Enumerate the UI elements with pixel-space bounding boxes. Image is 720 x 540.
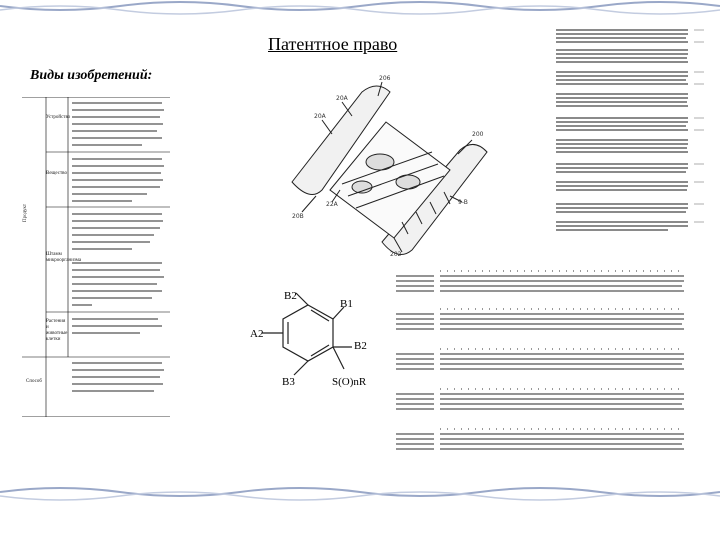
svg-text:202: 202	[390, 251, 402, 258]
svg-text:20B: 20B	[292, 213, 304, 220]
svg-text:22A: 22A	[326, 201, 338, 208]
formula-label-b2-right: B2	[354, 340, 367, 352]
slide-subtitle: Виды изобретений:	[30, 68, 153, 83]
svg-text:200: 200	[472, 131, 484, 138]
inventions-table	[22, 97, 170, 417]
svg-text:20A: 20A	[314, 113, 326, 120]
svg-text:206: 206	[379, 75, 391, 82]
formula-label-sonr: S(O)nR	[332, 376, 367, 388]
row-label-cells: Растения и животные клетки	[46, 319, 68, 342]
sequence-alignment	[394, 268, 694, 468]
chemical-structure	[248, 285, 388, 390]
top-border-decoration	[0, 0, 720, 20]
row-label-method: Способ	[26, 379, 42, 384]
sequence-listing-top	[548, 22, 708, 242]
bottom-border-decoration	[0, 480, 720, 510]
device-drawing	[282, 72, 496, 262]
svg-text:20A: 20A	[336, 95, 348, 102]
formula-label-a2: A2	[250, 328, 264, 340]
formula-label-b1: B1	[340, 298, 353, 310]
row-label-product: Продукт	[23, 203, 28, 222]
table-grid	[22, 97, 170, 417]
svg-text:9-B: 9-B	[458, 199, 468, 206]
formula-label-b2-top: B2	[284, 290, 297, 302]
slide-title: Патентное право	[268, 34, 398, 54]
row-label-substance: Вещество	[46, 171, 67, 176]
row-label-device: Устройство	[46, 115, 71, 120]
row-label-strain: Штамм микроорганизма	[46, 252, 82, 263]
formula-label-b3: B3	[282, 376, 295, 388]
